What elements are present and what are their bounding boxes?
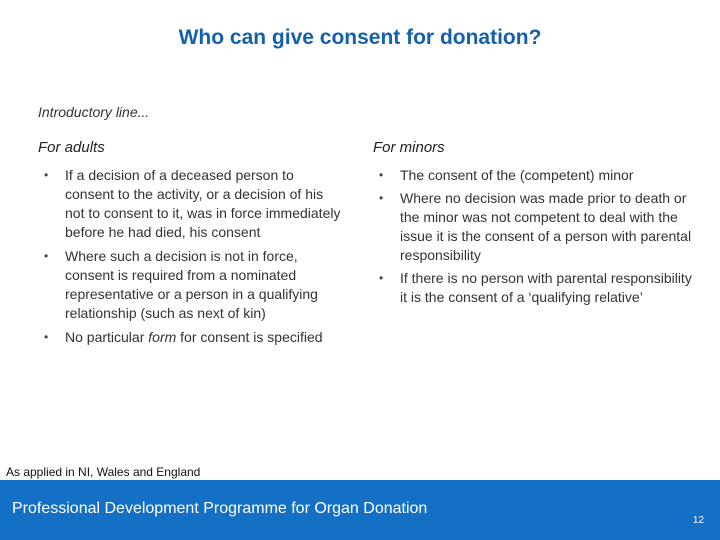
bullet-marker: •	[379, 191, 384, 205]
minors-heading: For minors	[373, 139, 445, 156]
list-item	[38, 328, 343, 347]
bullet-marker: •	[379, 168, 384, 182]
list-item-text: If there is no person with parental responsibility it is the consent of a ‘qualifying relative’	[400, 270, 692, 305]
list-item-text: The consent of the (competent) minor	[400, 167, 634, 183]
minors-column	[373, 138, 693, 311]
minors-bullet-list	[373, 166, 693, 307]
adults-column	[38, 138, 343, 352]
bullet-marker: •	[44, 249, 49, 263]
bullet-marker: •	[44, 330, 49, 344]
list-item-text: Where such a decision is not in force, consent is required from a nominated representative or a person in a qualifying relationship (such as next of kin)	[65, 248, 318, 321]
list-item-text-pre: No particular	[65, 329, 149, 345]
bullet-marker: •	[379, 271, 384, 285]
page-number: 12	[692, 515, 704, 526]
slide-title: Who can give consent for donation?	[178, 26, 542, 49]
footer-programme-title: Professional Development Programme for Organ Donation	[12, 500, 428, 517]
list-item-text: If a decision of a deceased person to consent to the activity, or a decision of his not to consent to it, was in force immediately before he had died, his consent	[65, 167, 341, 240]
footnote: As applied in NI, Wales and England	[6, 465, 201, 479]
list-item	[38, 166, 343, 242]
list-item	[373, 269, 693, 307]
intro-line: Introductory line...	[38, 104, 150, 120]
bullet-marker: •	[44, 168, 49, 182]
list-item	[373, 166, 693, 185]
footer-bar	[0, 480, 720, 540]
list-item-text-post: for consent is specified	[176, 329, 323, 345]
adults-bullet-list	[38, 166, 343, 347]
list-item	[373, 189, 693, 265]
adults-heading: For adults	[38, 139, 105, 156]
list-item-text-emphasis: form	[148, 329, 177, 345]
list-item-text	[65, 329, 323, 345]
list-item-text: Where no decision was made prior to death or the minor was not competent to deal with the issue it is the consent of a person with parental responsibility	[400, 190, 692, 263]
list-item	[38, 247, 343, 323]
